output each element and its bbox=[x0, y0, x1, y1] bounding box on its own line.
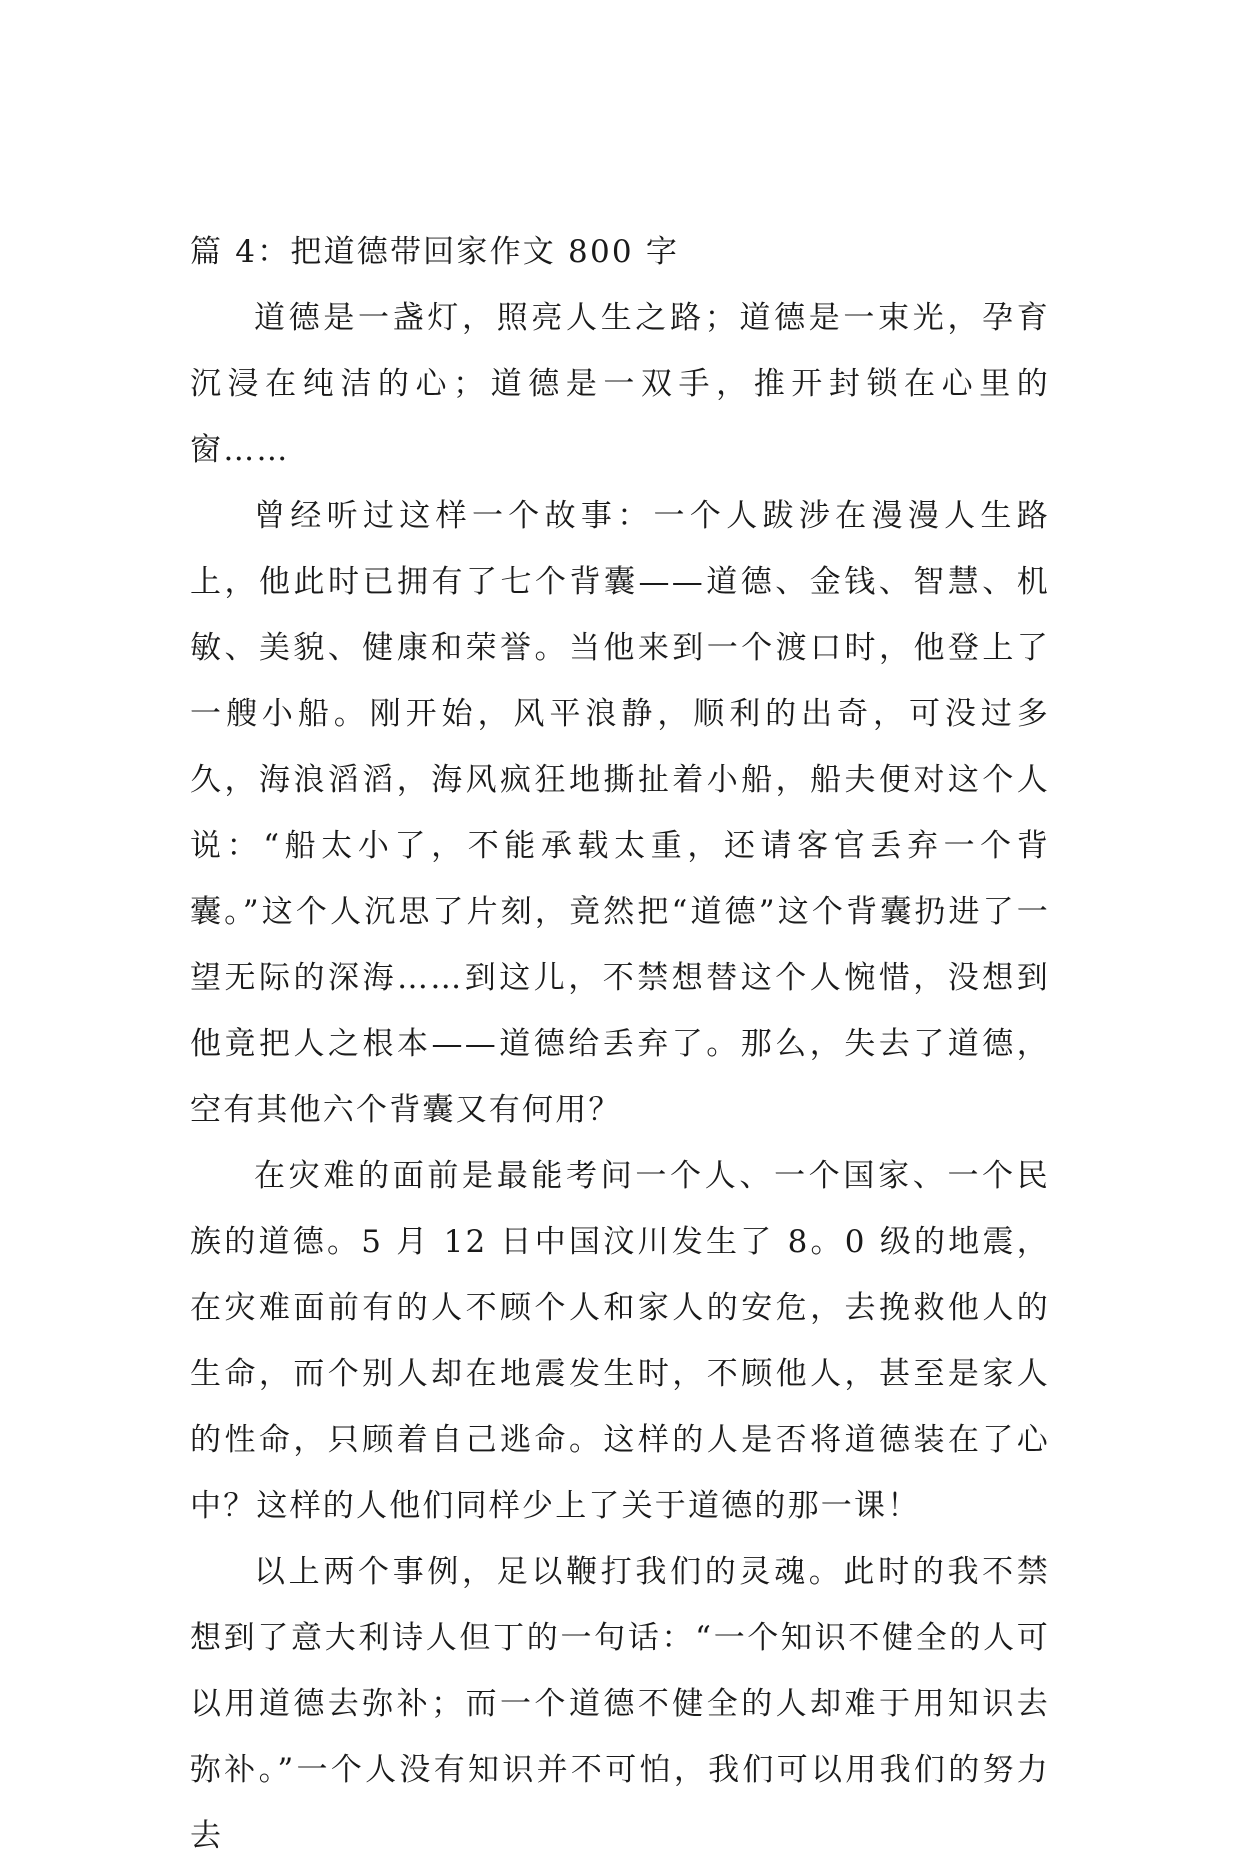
essay-title: 篇 4：把道德带回家作文 800 字 bbox=[190, 234, 680, 270]
paragraph-story: 曾经听过这样一个故事：一个人跋涉在漫漫人生路上，他此时已拥有了七个背囊——道德、金钱、智慧、机敏、美貌、健康和荣誉。当他来到一个渡口时，他登上了一艘小船。刚开始，风平浪静，顺利的出奇，可没过多久，海浪滔滔，海风疯狂地撕扯着小船，船夫便对这个人说：“船太小了，不能承载太重，还请客官丢弃一个背囊。”这个人沉思了片刻，竟然把“道德”这个背囊扔进了一望无际的深海……到这儿，不禁想替这个人惋惜，没想到他竟把人之根本——道德给丢弃了。那么，失去了道德，空有其他六个背囊又有何用？ bbox=[190, 498, 1050, 1128]
paragraph-dante-quote: 以上两个事例，足以鞭打我们的灵魂。此时的我不禁想到了意大利诗人但丁的一句话：“一个知识不健全的人可以用道德去弥补；而一个道德不健全的人却难于用知识去弥补。”一个人没有知识并不可怕，我们可以用我们的努力去 bbox=[190, 1554, 1050, 1854]
document-body bbox=[190, 219, 1050, 1869]
paragraph-earthquake: 在灾难的面前是最能考问一个人、一个国家、一个民族的道德。5 月 12 日中国汶川发生了 8。0 级的地震，在灾难面前有的人不顾个人和家人的安危，去挽救他人的生命，而个别人却在地震发生时，不顾他人，甚至是家人的性命，只顾着自己逃命。这样的人是否将道德装在了心中？这样的人他们同样少上了关于道德的那一课！ bbox=[190, 1158, 1050, 1524]
paragraph-intro: 道德是一盏灯，照亮人生之路；道德是一束光，孕育沉浸在纯洁的心；道德是一双手，推开封锁在心里的窗…… bbox=[190, 300, 1050, 468]
